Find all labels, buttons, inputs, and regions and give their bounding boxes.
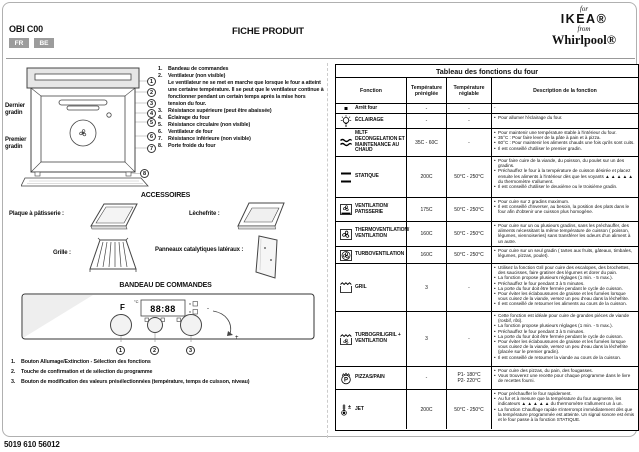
function-description <box>491 114 638 128</box>
function-cell <box>336 367 406 389</box>
adjustable-temperature: - <box>446 114 491 128</box>
bullet-marker: • <box>494 391 496 396</box>
bullet-marker: • <box>494 275 496 281</box>
function-name: MLTF DECONGELATION ET MAINTENANCE AU CHAUD <box>355 130 405 154</box>
adjustable-temperature: - <box>446 264 491 311</box>
function-name: TURBOGRIL/GRIL + VENTILATION <box>355 332 401 344</box>
function-cell <box>336 198 406 221</box>
oven-part-item <box>158 122 324 129</box>
bullet-marker: • <box>494 140 496 146</box>
bullet-text: Vous trouverez une recette pour chaque programme dans le livre de recettes fourni. <box>498 373 631 384</box>
function-cell <box>336 157 406 197</box>
bullet-marker: • <box>494 204 496 210</box>
bullet-text: Pour allumer l'éclairage du four. <box>498 115 563 120</box>
language-badge-be: BE <box>34 38 54 48</box>
bullet-marker: • <box>494 168 496 174</box>
grill-icon <box>338 281 353 294</box>
bullet-text: Pour préchauffer le four rapidement. <box>498 391 572 396</box>
description-bullet <box>494 168 636 184</box>
functions-table-title: Tableau des fonctions du four <box>336 65 638 78</box>
fan-assisted-icon <box>338 228 353 241</box>
control-notes-list <box>11 359 323 389</box>
part-text: Résistance supérieure (peut être abaissée) <box>168 107 272 114</box>
part-number: 1. <box>158 66 163 72</box>
oven-callout-4: 4 <box>147 109 156 118</box>
adjustable-temperature: 50°C - 250°C <box>446 222 491 246</box>
bullet-text: Il est conseillé de retourner les aliments au cours de la cuisson. <box>498 301 627 307</box>
preset-temperature: 175C <box>406 198 446 221</box>
bullet-marker: • <box>494 291 496 297</box>
table-row <box>336 263 638 311</box>
oven-parts-list <box>158 66 324 150</box>
part-number: 6. <box>158 128 163 135</box>
table-row <box>336 156 638 197</box>
adjustable-temperature: 50°C - 250°C <box>446 157 491 197</box>
oven-part-item <box>158 73 324 80</box>
bottom-rack-label: Premier gradin <box>5 137 27 150</box>
oven-part-item <box>158 108 324 115</box>
celsius-label: °C <box>134 299 139 304</box>
oven-callout-7: 7 <box>147 144 156 153</box>
bullet-marker: • <box>494 199 496 204</box>
function-description <box>491 390 638 429</box>
description-bullet <box>494 313 636 323</box>
table-row <box>336 389 638 429</box>
oven-callout-6: 6 <box>147 132 156 141</box>
function-description <box>491 104 638 113</box>
control-note-item <box>11 369 323 376</box>
bullet-marker: • <box>494 158 496 163</box>
page-title: FICHE PRODUIT <box>232 26 304 37</box>
table-row <box>336 311 638 366</box>
accessories-title: ACCESSOIRES <box>140 192 191 199</box>
display-digits: 88:88 <box>150 304 176 314</box>
table-row <box>336 246 638 263</box>
bullet-marker: • <box>494 280 496 286</box>
bullet-marker: • <box>494 333 496 339</box>
oven-part-item <box>158 143 324 150</box>
adjustable-temperature: - <box>446 312 491 366</box>
bullet-text: La fonction propose plusieurs réglages (1 min. - 5 max.). <box>498 275 613 281</box>
function-name: JET <box>355 405 364 412</box>
bullet-marker: • <box>494 248 496 253</box>
bullet-text: Il est conseillé d'utiliser le deuxième ou le troisième gradin. <box>498 184 618 190</box>
part-text: Porte froide du four <box>168 142 216 149</box>
ikea-logo: IKEA® <box>560 12 608 27</box>
function-name: Arrêt four <box>355 104 378 111</box>
stop-icon <box>338 104 353 113</box>
bullet-marker: • <box>494 184 496 190</box>
function-cell <box>336 114 406 128</box>
part-text: Éclairage du four <box>168 114 210 121</box>
turbo-grill-icon <box>338 333 353 346</box>
bullet-text: Pour cuire sur un seul gradin ( tartes aux fruits, gâteaux, timbales, légumes, pizzas, poulet). <box>498 248 633 259</box>
function-cell <box>336 264 406 311</box>
bullet-text: La porte du four doit être fermée pendant le cycle de cuisson. <box>498 333 623 339</box>
preset-temperature: 200C <box>406 390 446 429</box>
description-bullet <box>494 115 636 120</box>
description-bullet <box>494 184 636 189</box>
brand-block <box>531 6 637 47</box>
note-number: 1. <box>11 359 16 365</box>
function-description <box>491 247 638 263</box>
bullet-text: Utilisez la fonction Gril pour cuire des escalopes, des brochettes, des saucisses, faire gratiner des légumes et dorer du pain. <box>498 265 630 276</box>
description-bullet <box>494 291 636 301</box>
part-text: Résistance circulaire (non visible) <box>168 121 251 128</box>
column-header-function: Fonction <box>360 87 382 94</box>
bullet-text: Pour cuire des pizzas, du pain, des fougasses. <box>498 368 593 373</box>
catalytic-panels-label: Panneaux catalytiques latéraux : <box>155 247 244 253</box>
control-panel-drawing <box>21 293 315 343</box>
bullet-text: La porte du four doit être fermée pendant le cycle de cuisson. <box>498 285 623 291</box>
note-text: Bouton Allumage/Extinction - Sélection des fonctions <box>21 359 151 365</box>
table-row <box>336 104 638 113</box>
table-row <box>336 197 638 221</box>
preset-temperature: 3 <box>406 312 446 366</box>
functions-table-rows <box>336 104 638 429</box>
bullet-text: Pour éviter les éclaboussures de graisse et les fumées lorsque vous cuisez de la viande, versez un peu d'eau dans la lèchefrite (placée sur le premier gradin). <box>498 339 628 355</box>
description-bullet <box>494 339 636 355</box>
table-row <box>336 113 638 128</box>
top-rack-label: Dernier gradin <box>5 103 25 116</box>
part-number: 4. <box>158 114 163 121</box>
bullet-text: La fonction Chauffage rapide s'interrompt immédiatement dès que la température programmée est atteinte. Un signal sonore est émis et le four passe à la fonction STATIQUE. <box>498 406 635 423</box>
adjustable-temperature: 50°C - 250°C <box>446 390 491 429</box>
description-bullet <box>494 407 636 423</box>
bullet-text: Pour éviter les éclaboussures de graisse et les fumées lorsque vous cuisez de la viande, versez un peu d'eau dans la lèchefrite. <box>498 291 630 302</box>
description-bullet <box>494 301 636 306</box>
oven-diagram <box>21 65 149 191</box>
function-cell <box>336 129 406 156</box>
defrost-keep-warm-icon <box>338 136 353 149</box>
preset-temperature: - <box>406 367 446 389</box>
function-name: GRIL <box>355 283 367 290</box>
function-name: THERMOVENTILATION/ VENTILATION <box>355 227 410 239</box>
bullet-text: Il est conseillé de retourner la viande au cours de la cuisson. <box>498 354 622 360</box>
bullet-text: Préchauffez le four pendant 3 à 5 minutes. <box>498 280 585 286</box>
bullet-text: Il est conseillé d'utiliser le premier gradin. <box>498 145 582 151</box>
baking-tray-label: Plaque à pâtisserie : <box>9 211 64 217</box>
turbo-fan-icon <box>338 249 353 262</box>
brand-from-text: from <box>577 25 591 34</box>
description-bullet <box>494 204 636 214</box>
preset-temperature: 160C <box>406 247 446 263</box>
language-badges <box>9 38 54 48</box>
function-name: ÉCLAIRAGE <box>355 117 384 124</box>
control-note-item <box>11 379 323 386</box>
static-heat-icon <box>338 171 353 184</box>
oven-door <box>21 178 148 186</box>
oven-callout-2: 2 <box>147 88 156 97</box>
column-header-preset-temp: Température préréglée <box>406 78 446 103</box>
bullet-marker: • <box>494 328 496 334</box>
function-description <box>491 312 638 366</box>
whirlpool-logo: Whirlpool® <box>551 32 617 47</box>
column-header-description: Description de la fonction <box>491 78 638 103</box>
bullet-marker: • <box>494 368 496 373</box>
function-description <box>491 157 638 197</box>
lamp-icon <box>338 115 353 128</box>
function-cell <box>336 222 410 246</box>
part-text: Bandeau de commandes <box>168 66 229 72</box>
oven-callout-8: 8 <box>140 169 149 178</box>
adjustable-temperature: - <box>446 129 491 156</box>
description-bullet <box>494 396 636 406</box>
oven-part-item <box>158 66 324 73</box>
wire-rack-icon <box>87 237 139 273</box>
bullet-marker: • <box>494 406 496 412</box>
thermometer-icon <box>338 403 353 416</box>
bullet-text: Pour cuire sur un ou plusieurs gradins, sans les préchauffer, des aliments nécessitant la même température de cuisson ( poisson, légumes, viennoiseries) sans transférer les odeurs d'un aliment à un autre. <box>498 223 631 244</box>
bullet-marker: • <box>494 135 496 141</box>
model-number: OBI C00 <box>9 24 43 34</box>
bullet-marker: • <box>494 145 496 151</box>
knob-callout-2: 2 <box>150 346 159 355</box>
part-number: 5. <box>158 121 163 128</box>
confirm-button <box>148 318 163 333</box>
bullet-text: La fonction propose plusieurs réglages (1 min. - 5 max.). <box>498 323 613 329</box>
description-bullet <box>494 248 636 258</box>
function-name: VENTILATION/ PATISSERIE <box>355 202 389 215</box>
part-note: Le ventilateur ne se met en marche que lorsque le four a atteint une certaine température. Il se peut que le ventilateur continue à fonctionner pendant un certain temps après la mise hors tension du four. <box>168 79 324 107</box>
bullet-marker: • <box>494 223 496 228</box>
bullet-marker: • <box>494 265 496 270</box>
function-cell <box>336 390 406 429</box>
bullet-marker: • <box>494 323 496 329</box>
adjustable-temperature: P1- 180°C P2- 220°C <box>446 367 491 389</box>
function-name: PIZZAS/PAIN <box>355 374 385 381</box>
bullet-text: Cette fonction est idéale pour cuire de grandes pièces de viande (rosbif, rôti). <box>498 313 630 324</box>
function-name: STATIQUE <box>355 173 379 180</box>
value-knob <box>181 315 202 336</box>
wire-rack-label: Grille : <box>53 250 71 256</box>
note-number: 2. <box>11 369 16 376</box>
brand-for-text: for <box>579 5 589 13</box>
function-description <box>491 222 638 246</box>
preset-temperature: - <box>406 104 446 113</box>
adjustable-temperature: 50°C - 250°C <box>446 247 491 263</box>
note-text: Bouton de modification des valeurs présélectionnées (température, temps de cuisson, niveau) <box>21 379 250 386</box>
header-divider <box>6 58 635 59</box>
function-description <box>491 129 638 156</box>
description-bullet <box>494 158 636 168</box>
bullet-marker: • <box>494 285 496 291</box>
fan-bake-icon <box>338 203 353 216</box>
knob-callout-3: 3 <box>186 346 195 355</box>
bullet-text: Préchauffez le four à la température de cuisson désirée et placez ensuite les aliments à l'intérieur dès que les voyants ▲ ▲ ▲ ▲ ▲ du thermomètre s'allument. <box>498 168 633 184</box>
description-bullet <box>494 355 636 360</box>
bullet-text: Pour faire cuire de la viande, du poisson, du poulet sur un des gradins. <box>498 158 625 169</box>
product-sheet <box>2 2 637 437</box>
column-divider <box>327 63 328 438</box>
bullet-text: 35°C : Pour faire lever de la pâte à pain et à pizza. <box>498 135 601 141</box>
part-number: 2. <box>158 72 163 79</box>
column-header-adjustable-temp: Température réglable <box>446 78 491 103</box>
bullet-marker: • <box>494 396 496 402</box>
language-badge-fr: FR <box>9 38 29 48</box>
description-bullet <box>494 146 636 151</box>
drip-pan-label: Lèchefrite : <box>189 211 220 217</box>
svg-text:P: P <box>343 377 348 384</box>
description-bullet <box>494 223 636 244</box>
part-number: 8. <box>158 142 163 149</box>
description-plain: - <box>494 105 496 110</box>
part-number: 7. <box>158 135 163 142</box>
bullet-marker: • <box>494 313 496 318</box>
description-bullet <box>494 373 636 383</box>
bullet-marker: • <box>494 301 496 307</box>
knob-callout-1: 1 <box>116 346 125 355</box>
part-text: Ventilateur de four <box>168 128 213 135</box>
note-text: Touche de confirmation et de sélection du programme <box>21 369 153 376</box>
function-description <box>491 198 638 221</box>
preset-temperature: - <box>406 114 446 128</box>
function-name: TURBOVENTILATION <box>355 251 405 258</box>
part-text: Résistance inférieure (non visible) <box>168 135 251 142</box>
adjustable-temperature: - <box>446 104 491 113</box>
bullet-text: Au fur et à mesure que la température du four augmente, les indicateurs ▲ ▲ ▲ ▲ ▲ du thermomètre s'allument un à un. <box>498 396 623 407</box>
oven-callout-3: 3 <box>147 99 156 108</box>
function-description <box>491 367 638 389</box>
bullet-text: Il est conseillé d'inverser, au besoin, la position des plats dans le four afin d'obtenir une cuisson plus homogène. <box>498 204 630 215</box>
preset-temperature: 200C <box>406 157 446 197</box>
pizza-bread-icon <box>338 372 353 385</box>
bullet-marker: • <box>494 354 496 360</box>
oven-callout-5: 5 <box>147 118 156 127</box>
function-cell <box>336 312 406 366</box>
oven-part-item <box>158 129 324 136</box>
functions-table <box>335 64 639 431</box>
bullet-text: Pour cuire sur 2 gradins maximum. <box>498 199 570 204</box>
bullet-text: Préchauffez le four pendant 3 à 5 minutes. <box>498 328 585 334</box>
bullet-marker: • <box>494 130 496 135</box>
bullet-text: 60°C : Pour maintenir les aliments chauds une fois qu'ils sont cuits. <box>498 140 635 146</box>
control-note-item <box>11 359 323 366</box>
document-code: 5019 610 56012 <box>4 440 60 449</box>
preset-temperature: 3 <box>406 264 446 311</box>
description-bullet <box>494 265 636 275</box>
bullet-text: Pour maintenir une température stable à l'intérieur du four. <box>498 130 617 135</box>
adjustable-temperature: 50°C - 250°C <box>446 198 491 221</box>
table-row <box>336 221 638 246</box>
panel-f-label: F <box>120 303 125 312</box>
functions-table-header <box>336 78 638 104</box>
svg-text:±: ± <box>347 404 351 411</box>
oven-part-item <box>158 115 324 122</box>
function-description <box>491 264 638 311</box>
drip-pan-icon <box>236 200 286 230</box>
catalytic-panel-icon <box>251 234 281 280</box>
plus-label: + <box>235 335 239 341</box>
function-knob <box>111 315 132 336</box>
control-panel-title: BANDEAU DE COMMANDES <box>119 282 212 289</box>
table-row <box>336 366 638 389</box>
function-cell <box>336 247 406 263</box>
part-number: 3. <box>158 107 163 114</box>
oven-callout-1: 1 <box>147 77 156 86</box>
baking-tray-icon <box>89 200 139 230</box>
part-text: Ventilateur (non visible) <box>168 72 226 79</box>
preset-temperature: 35C - 60C <box>406 129 446 156</box>
table-row <box>336 128 638 156</box>
bullet-marker: • <box>494 339 496 345</box>
bullet-marker: • <box>494 115 496 120</box>
function-cell <box>336 104 406 113</box>
minus-label: - <box>207 306 209 312</box>
note-number: 3. <box>11 379 16 386</box>
preset-temperature: 160C <box>406 222 446 246</box>
oven-part-item <box>158 136 324 143</box>
bullet-marker: • <box>494 373 496 379</box>
